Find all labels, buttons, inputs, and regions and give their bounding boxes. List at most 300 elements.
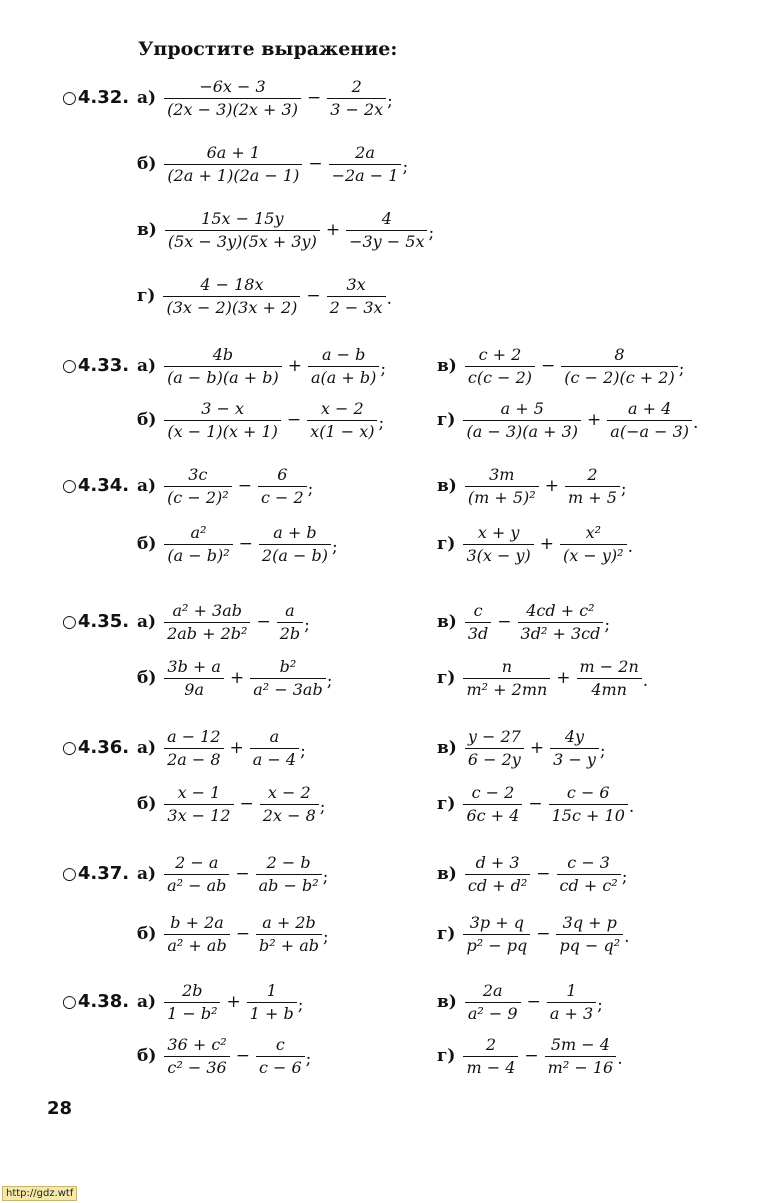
end-punctuation: . bbox=[628, 797, 635, 817]
denominator: 6c + 4 bbox=[466, 805, 520, 825]
numerator: c − 3 bbox=[557, 854, 621, 875]
problem-number bbox=[62, 737, 129, 758]
denominator: (a − b)(a + b) bbox=[167, 367, 279, 387]
fraction bbox=[164, 1036, 229, 1077]
denominator: c − 6 bbox=[258, 1057, 302, 1077]
denominator: (a − 3)(a + 3) bbox=[466, 421, 579, 441]
denominator: (a − b)² bbox=[167, 545, 230, 565]
fraction bbox=[164, 400, 281, 441]
numerator: a bbox=[250, 728, 299, 749]
exercise-item bbox=[137, 518, 338, 570]
operator: − bbox=[237, 476, 252, 496]
exercise-item bbox=[437, 908, 630, 960]
exercise-item bbox=[137, 976, 303, 1028]
end-punctuation: . bbox=[624, 927, 630, 947]
item-label: а) bbox=[137, 356, 157, 376]
end-punctuation: . bbox=[386, 289, 392, 309]
denominator: 3 − 2x bbox=[330, 99, 384, 119]
denominator: (c − 2)(c + 2) bbox=[564, 367, 675, 387]
end-punctuation: ; bbox=[387, 91, 393, 111]
problem-number-text: 4.32. bbox=[77, 87, 130, 108]
exercise-item bbox=[437, 518, 633, 570]
numerator: c − 2 bbox=[463, 784, 522, 805]
item-label: в) bbox=[437, 356, 457, 376]
denominator: 2b bbox=[279, 623, 301, 643]
end-punctuation: ; bbox=[428, 223, 435, 243]
denominator: cd + d² bbox=[467, 875, 528, 895]
numerator: 2 bbox=[327, 78, 386, 99]
end-punctuation: ; bbox=[300, 741, 306, 761]
numerator: 6 bbox=[258, 466, 307, 487]
operator: − bbox=[497, 612, 512, 632]
numerator: 4cd + c² bbox=[518, 602, 604, 623]
fraction bbox=[164, 346, 282, 387]
numerator: d + 3 bbox=[465, 854, 530, 875]
fraction bbox=[463, 400, 581, 441]
section-heading: Упростите выражение: bbox=[138, 38, 398, 60]
fraction bbox=[164, 658, 224, 699]
fraction bbox=[163, 276, 300, 317]
exercise-item bbox=[137, 908, 329, 960]
fraction bbox=[329, 144, 402, 185]
exercise-item bbox=[437, 394, 698, 446]
denominator: p² − pq bbox=[466, 935, 528, 955]
numerator: a + 4 bbox=[607, 400, 692, 421]
numerator: n bbox=[463, 658, 550, 679]
end-punctuation: ; bbox=[621, 867, 628, 887]
exercise-item bbox=[137, 72, 393, 124]
fraction bbox=[465, 982, 521, 1023]
denominator: pq − q² bbox=[559, 935, 621, 955]
end-punctuation: ; bbox=[620, 479, 627, 499]
problem-number bbox=[62, 87, 129, 108]
operator: + bbox=[229, 668, 245, 688]
numerator: a − 12 bbox=[164, 728, 223, 749]
numerator: c bbox=[465, 602, 491, 623]
numerator: c + 2 bbox=[465, 346, 535, 367]
numerator: 2 − b bbox=[256, 854, 322, 875]
numerator: 3p + q bbox=[463, 914, 530, 935]
fraction bbox=[463, 784, 522, 825]
fraction bbox=[250, 658, 326, 699]
numerator: a² bbox=[164, 524, 232, 545]
fraction bbox=[164, 144, 302, 185]
end-punctuation: ; bbox=[331, 537, 338, 557]
denominator: 3x − 12 bbox=[167, 805, 231, 825]
exercise-item bbox=[137, 460, 313, 512]
exercise-item bbox=[137, 848, 328, 900]
item-label: г) bbox=[137, 286, 156, 306]
denominator: a² + ab bbox=[167, 935, 227, 955]
denominator: (x − 1)(x + 1) bbox=[167, 421, 278, 441]
exercise-item bbox=[437, 596, 610, 648]
operator: − bbox=[286, 410, 302, 430]
operator: − bbox=[536, 924, 551, 944]
operator: + bbox=[544, 476, 559, 496]
fraction bbox=[250, 728, 299, 769]
operator: − bbox=[239, 794, 254, 814]
numerator: 4 bbox=[346, 210, 427, 231]
denominator: a(−a − 3) bbox=[610, 421, 690, 441]
item-label: г) bbox=[437, 410, 456, 430]
operator: − bbox=[306, 88, 322, 108]
item-label: а) bbox=[137, 476, 157, 496]
difficulty-marker: ○ bbox=[62, 738, 77, 758]
fraction bbox=[561, 346, 677, 387]
fraction bbox=[465, 728, 524, 769]
operator: + bbox=[556, 668, 571, 688]
end-punctuation: . bbox=[642, 671, 649, 691]
exercise-item bbox=[137, 138, 408, 190]
exercise-item bbox=[137, 652, 332, 704]
denominator: (2x − 3)(2x + 3) bbox=[167, 99, 298, 119]
exercise-item bbox=[437, 1030, 623, 1082]
fraction bbox=[164, 78, 301, 119]
numerator: x − 1 bbox=[164, 784, 233, 805]
numerator: a + 2b bbox=[256, 914, 322, 935]
end-punctuation: ; bbox=[380, 359, 387, 379]
denominator: c(c − 2) bbox=[467, 367, 533, 387]
numerator: 4 − 18x bbox=[163, 276, 300, 297]
fraction bbox=[346, 210, 427, 251]
denominator: 2(a − b) bbox=[261, 545, 328, 565]
difficulty-marker: ○ bbox=[62, 88, 77, 108]
denominator: (c − 2)² bbox=[167, 487, 229, 507]
numerator: 1 bbox=[547, 982, 596, 1003]
item-label: б) bbox=[137, 924, 157, 944]
operator: − bbox=[256, 612, 271, 632]
exercise-item bbox=[437, 340, 684, 392]
fraction bbox=[256, 854, 322, 895]
denominator: a − 4 bbox=[252, 749, 297, 769]
numerator: 2a bbox=[465, 982, 521, 1003]
denominator: (2a + 1)(2a − 1) bbox=[167, 165, 300, 185]
numerator: m − 2n bbox=[577, 658, 642, 679]
fraction bbox=[164, 524, 232, 565]
fraction bbox=[547, 982, 596, 1023]
numerator: a + b bbox=[259, 524, 331, 545]
end-punctuation: ; bbox=[319, 797, 326, 817]
denominator: a² − 9 bbox=[467, 1003, 518, 1023]
numerator: a + 5 bbox=[463, 400, 581, 421]
problem-number-text: 4.35. bbox=[77, 611, 130, 632]
fraction bbox=[560, 524, 627, 565]
problem-number bbox=[62, 991, 129, 1012]
denominator: c − 2 bbox=[260, 487, 304, 507]
fraction bbox=[465, 854, 530, 895]
denominator: 2x − 8 bbox=[262, 805, 316, 825]
numerator: x − 2 bbox=[307, 400, 377, 421]
exercise-item bbox=[137, 270, 392, 322]
fraction bbox=[259, 524, 331, 565]
numerator: b + 2a bbox=[164, 914, 229, 935]
exercise-item bbox=[437, 652, 648, 704]
exercise-item bbox=[137, 204, 434, 256]
end-punctuation: . bbox=[693, 413, 699, 433]
denominator: −3y − 5x bbox=[349, 231, 425, 251]
numerator: 5m − 4 bbox=[545, 1036, 617, 1057]
watermark-link[interactable]: http://gdz.wtf bbox=[2, 1186, 77, 1201]
denominator: m² + 2mn bbox=[466, 679, 548, 699]
exercise-item bbox=[437, 848, 627, 900]
denominator: 1 + b bbox=[249, 1003, 294, 1023]
problem-number-text: 4.38. bbox=[77, 991, 130, 1012]
denominator: −2a − 1 bbox=[331, 165, 399, 185]
fraction bbox=[463, 658, 550, 699]
numerator: 36 + c² bbox=[164, 1036, 229, 1057]
item-label: в) bbox=[437, 612, 457, 632]
fraction bbox=[327, 276, 386, 317]
numerator: −6x − 3 bbox=[164, 78, 301, 99]
denominator: 3 − y bbox=[553, 749, 596, 769]
numerator: y − 27 bbox=[465, 728, 524, 749]
exercise-item bbox=[437, 722, 606, 774]
numerator: a bbox=[277, 602, 303, 623]
numerator: 2 bbox=[463, 1036, 518, 1057]
item-label: б) bbox=[137, 668, 157, 688]
end-punctuation: ; bbox=[678, 359, 685, 379]
operator: + bbox=[287, 356, 302, 376]
fraction bbox=[260, 784, 319, 825]
denominator: cd + c² bbox=[559, 875, 618, 895]
denominator: a² − 3ab bbox=[253, 679, 323, 699]
denominator: b² + ab bbox=[258, 935, 319, 955]
item-label: в) bbox=[437, 476, 457, 496]
difficulty-marker: ○ bbox=[62, 612, 77, 632]
fraction bbox=[550, 728, 599, 769]
denominator: (m + 5)² bbox=[467, 487, 536, 507]
exercise-item bbox=[137, 722, 306, 774]
item-label: б) bbox=[137, 410, 157, 430]
fraction bbox=[164, 728, 223, 769]
denominator: (5x − 3y)(5x + 3y) bbox=[167, 231, 317, 251]
end-punctuation: ; bbox=[402, 157, 409, 177]
numerator: x² bbox=[560, 524, 627, 545]
numerator: 15x − 15y bbox=[165, 210, 320, 231]
fraction bbox=[565, 466, 620, 507]
operator: + bbox=[529, 738, 545, 758]
fraction bbox=[557, 854, 621, 895]
item-label: г) bbox=[437, 794, 456, 814]
operator: + bbox=[325, 220, 341, 240]
denominator: 3(x − y) bbox=[466, 545, 531, 565]
numerator: a² + 3ab bbox=[164, 602, 250, 623]
problem-number-text: 4.34. bbox=[77, 475, 130, 496]
operator: − bbox=[526, 992, 541, 1012]
numerator: x − 2 bbox=[260, 784, 319, 805]
fraction bbox=[258, 466, 307, 507]
end-punctuation: ; bbox=[322, 927, 329, 947]
numerator: 3c bbox=[164, 466, 232, 487]
difficulty-marker: ○ bbox=[62, 992, 77, 1012]
item-label: в) bbox=[137, 220, 157, 240]
end-punctuation: ; bbox=[304, 615, 310, 635]
fraction bbox=[256, 914, 322, 955]
item-label: б) bbox=[137, 794, 157, 814]
numerator: 3b + a bbox=[164, 658, 224, 679]
numerator: 2a bbox=[329, 144, 402, 165]
problem-number bbox=[62, 355, 129, 376]
numerator: 2 bbox=[565, 466, 620, 487]
denominator: 2ab + 2b² bbox=[167, 623, 248, 643]
operator: − bbox=[528, 794, 543, 814]
operator: + bbox=[226, 992, 241, 1012]
denominator: 1 − b² bbox=[167, 1003, 218, 1023]
numerator: x + y bbox=[463, 524, 533, 545]
operator: − bbox=[308, 154, 323, 174]
denominator: a² − ab bbox=[167, 875, 227, 895]
fraction bbox=[556, 914, 623, 955]
item-label: а) bbox=[137, 88, 157, 108]
operator: − bbox=[536, 864, 551, 884]
item-label: г) bbox=[437, 924, 456, 944]
denominator: 2 − 3x bbox=[329, 297, 383, 317]
numerator: a − b bbox=[308, 346, 379, 367]
operator: + bbox=[539, 534, 555, 554]
exercise-item bbox=[137, 340, 386, 392]
exercise-item bbox=[137, 778, 325, 830]
fraction bbox=[463, 1036, 518, 1077]
item-label: г) bbox=[437, 534, 456, 554]
exercise-item bbox=[137, 596, 310, 648]
denominator: ab − b² bbox=[258, 875, 319, 895]
denominator: 6 − 2y bbox=[467, 749, 521, 769]
difficulty-marker: ○ bbox=[62, 476, 77, 496]
fraction bbox=[463, 524, 533, 565]
denominator: 3d² + 3cd bbox=[520, 623, 601, 643]
problem-number-text: 4.36. bbox=[77, 737, 130, 758]
item-label: в) bbox=[437, 738, 457, 758]
numerator: 4b bbox=[164, 346, 282, 367]
denominator: 4mn bbox=[591, 679, 627, 699]
operator: + bbox=[229, 738, 244, 758]
numerator: 1 bbox=[247, 982, 297, 1003]
fraction bbox=[463, 914, 530, 955]
end-punctuation: ; bbox=[322, 867, 329, 887]
fraction bbox=[465, 602, 491, 643]
denominator: (x − y)² bbox=[563, 545, 624, 565]
numerator: 3q + p bbox=[556, 914, 623, 935]
numerator: 8 bbox=[561, 346, 677, 367]
end-punctuation: . bbox=[617, 1049, 623, 1069]
end-punctuation: ; bbox=[599, 741, 606, 761]
end-punctuation: ; bbox=[326, 671, 333, 691]
operator: − bbox=[235, 864, 250, 884]
item-label: а) bbox=[137, 612, 157, 632]
fraction bbox=[164, 784, 233, 825]
item-label: а) bbox=[137, 992, 157, 1012]
item-label: в) bbox=[437, 864, 457, 884]
difficulty-marker: ○ bbox=[62, 864, 77, 884]
page-number: 28 bbox=[47, 1098, 73, 1119]
item-label: в) bbox=[437, 992, 457, 1012]
denominator: 15c + 10 bbox=[551, 805, 625, 825]
fraction bbox=[165, 210, 320, 251]
denominator: x(1 − x) bbox=[310, 421, 375, 441]
fraction bbox=[607, 400, 692, 441]
item-label: г) bbox=[437, 668, 456, 688]
item-label: а) bbox=[137, 864, 157, 884]
fraction bbox=[545, 1036, 617, 1077]
end-punctuation: ; bbox=[297, 995, 304, 1015]
end-punctuation: ; bbox=[307, 479, 314, 499]
denominator: a + 3 bbox=[549, 1003, 594, 1023]
problem-number bbox=[62, 475, 129, 496]
denominator: m − 4 bbox=[466, 1057, 516, 1077]
numerator: c − 6 bbox=[549, 784, 628, 805]
fraction bbox=[518, 602, 604, 643]
fraction bbox=[465, 466, 539, 507]
operator: − bbox=[306, 286, 321, 306]
fraction bbox=[277, 602, 303, 643]
operator: − bbox=[541, 356, 556, 376]
exercise-item bbox=[437, 460, 627, 512]
denominator: c² − 36 bbox=[167, 1057, 227, 1077]
fraction bbox=[256, 1036, 305, 1077]
denominator: 2a − 8 bbox=[167, 749, 221, 769]
item-label: б) bbox=[137, 154, 157, 174]
numerator: 2 − a bbox=[164, 854, 229, 875]
numerator: b² bbox=[250, 658, 326, 679]
end-punctuation: ; bbox=[378, 413, 385, 433]
operator: − bbox=[235, 924, 250, 944]
fraction bbox=[164, 466, 232, 507]
numerator: 3x bbox=[327, 276, 386, 297]
numerator: 2b bbox=[164, 982, 220, 1003]
difficulty-marker: ○ bbox=[62, 356, 77, 376]
operator: + bbox=[587, 410, 602, 430]
end-punctuation: ; bbox=[597, 995, 603, 1015]
operator: − bbox=[238, 534, 253, 554]
numerator: 6a + 1 bbox=[164, 144, 302, 165]
denominator: m² − 16 bbox=[547, 1057, 614, 1077]
item-label: б) bbox=[137, 534, 157, 554]
problem-number bbox=[62, 863, 129, 884]
fraction bbox=[465, 346, 535, 387]
operator: − bbox=[524, 1046, 539, 1066]
fraction bbox=[164, 982, 220, 1023]
numerator: 3 − x bbox=[164, 400, 281, 421]
item-label: а) bbox=[137, 738, 157, 758]
problem-number-text: 4.37. bbox=[77, 863, 130, 884]
end-punctuation: . bbox=[627, 537, 633, 557]
fraction bbox=[164, 602, 250, 643]
problem-number bbox=[62, 611, 129, 632]
numerator: 4y bbox=[550, 728, 599, 749]
problem-number-text: 4.33. bbox=[77, 355, 130, 376]
fraction bbox=[308, 346, 379, 387]
exercise-item bbox=[137, 394, 384, 446]
item-label: б) bbox=[137, 1046, 157, 1066]
numerator: c bbox=[256, 1036, 305, 1057]
end-punctuation: ; bbox=[604, 615, 611, 635]
denominator: (3x − 2)(3x + 2) bbox=[166, 297, 298, 317]
fraction bbox=[577, 658, 642, 699]
exercise-item bbox=[437, 778, 634, 830]
denominator: m + 5 bbox=[567, 487, 617, 507]
fraction bbox=[549, 784, 628, 825]
item-label: г) bbox=[437, 1046, 456, 1066]
numerator: 3m bbox=[465, 466, 539, 487]
end-punctuation: ; bbox=[305, 1049, 312, 1069]
operator: − bbox=[235, 1046, 250, 1066]
exercise-item bbox=[137, 1030, 311, 1082]
exercise-item bbox=[437, 976, 603, 1028]
denominator: 3d bbox=[467, 623, 489, 643]
fraction bbox=[307, 400, 377, 441]
fraction bbox=[164, 854, 229, 895]
denominator: a(a + b) bbox=[311, 367, 377, 387]
